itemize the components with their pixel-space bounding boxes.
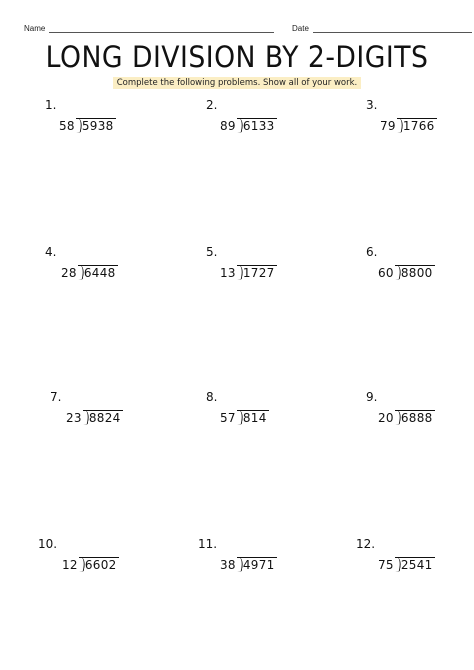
dividend: 8824 bbox=[83, 410, 123, 425]
problem-number: 3. bbox=[366, 98, 378, 112]
dividend: 8800 bbox=[395, 265, 435, 280]
problem-number: 2. bbox=[206, 98, 218, 112]
division-expression bbox=[220, 265, 277, 280]
problem-number: 4. bbox=[45, 245, 57, 259]
dividend: 6133 bbox=[237, 118, 277, 133]
problem-8 bbox=[206, 390, 316, 440]
name-field[interactable] bbox=[24, 24, 274, 33]
divisor: 20 bbox=[378, 411, 394, 425]
problem-12 bbox=[356, 537, 466, 587]
divisor: 12 bbox=[62, 558, 78, 572]
division-expression bbox=[378, 410, 435, 425]
problem-3 bbox=[366, 98, 474, 148]
date-line[interactable] bbox=[313, 24, 472, 33]
division-expression bbox=[59, 118, 116, 133]
division-expression bbox=[378, 265, 435, 280]
division-expression bbox=[380, 118, 437, 133]
problem-4 bbox=[45, 245, 155, 295]
problem-number: 11. bbox=[198, 537, 218, 551]
problem-number: 5. bbox=[206, 245, 218, 259]
division-expression bbox=[220, 557, 277, 572]
dividend: 1727 bbox=[237, 265, 277, 280]
dividend: 2541 bbox=[395, 557, 435, 572]
problem-number: 1. bbox=[45, 98, 57, 112]
page-title: LONG DIVISION BY 2-DIGITS bbox=[45, 40, 429, 74]
dividend: 814 bbox=[237, 410, 269, 425]
dividend: 4971 bbox=[237, 557, 277, 572]
dividend: 6448 bbox=[78, 265, 118, 280]
divisor: 38 bbox=[220, 558, 236, 572]
date-label: Date bbox=[292, 24, 309, 33]
divisor: 58 bbox=[59, 119, 75, 133]
division-expression bbox=[66, 410, 123, 425]
problem-5 bbox=[206, 245, 316, 295]
instructions-text: Complete the following problems. Show all of your work. bbox=[113, 77, 362, 89]
header-row bbox=[24, 24, 450, 38]
problem-number: 10. bbox=[38, 537, 58, 551]
problem-number: 7. bbox=[50, 390, 62, 404]
problem-number: 9. bbox=[366, 390, 378, 404]
dividend: 1766 bbox=[397, 118, 437, 133]
division-expression bbox=[378, 557, 435, 572]
division-expression bbox=[220, 118, 277, 133]
problem-number: 12. bbox=[356, 537, 376, 551]
dividend: 5938 bbox=[76, 118, 116, 133]
problem-7 bbox=[50, 390, 160, 440]
divisor: 57 bbox=[220, 411, 236, 425]
problem-6 bbox=[366, 245, 474, 295]
problem-11 bbox=[198, 537, 308, 587]
divisor: 13 bbox=[220, 266, 236, 280]
division-expression bbox=[62, 557, 119, 572]
problem-1 bbox=[45, 98, 155, 148]
problem-9 bbox=[366, 390, 474, 440]
problem-number: 8. bbox=[206, 390, 218, 404]
problem-10 bbox=[38, 537, 148, 587]
divisor: 28 bbox=[61, 266, 77, 280]
problem-number: 6. bbox=[366, 245, 378, 259]
dividend: 6888 bbox=[395, 410, 435, 425]
division-expression bbox=[61, 265, 118, 280]
dividend: 6602 bbox=[79, 557, 119, 572]
date-field[interactable] bbox=[292, 24, 472, 33]
divisor: 23 bbox=[66, 411, 82, 425]
divisor: 75 bbox=[378, 558, 394, 572]
divisor: 60 bbox=[378, 266, 394, 280]
divisor: 89 bbox=[220, 119, 236, 133]
divisor: 79 bbox=[380, 119, 396, 133]
name-label: Name bbox=[24, 24, 46, 33]
division-expression bbox=[220, 410, 269, 425]
problem-2 bbox=[206, 98, 316, 148]
name-line[interactable] bbox=[49, 24, 274, 33]
instructions-wrap bbox=[0, 72, 474, 90]
